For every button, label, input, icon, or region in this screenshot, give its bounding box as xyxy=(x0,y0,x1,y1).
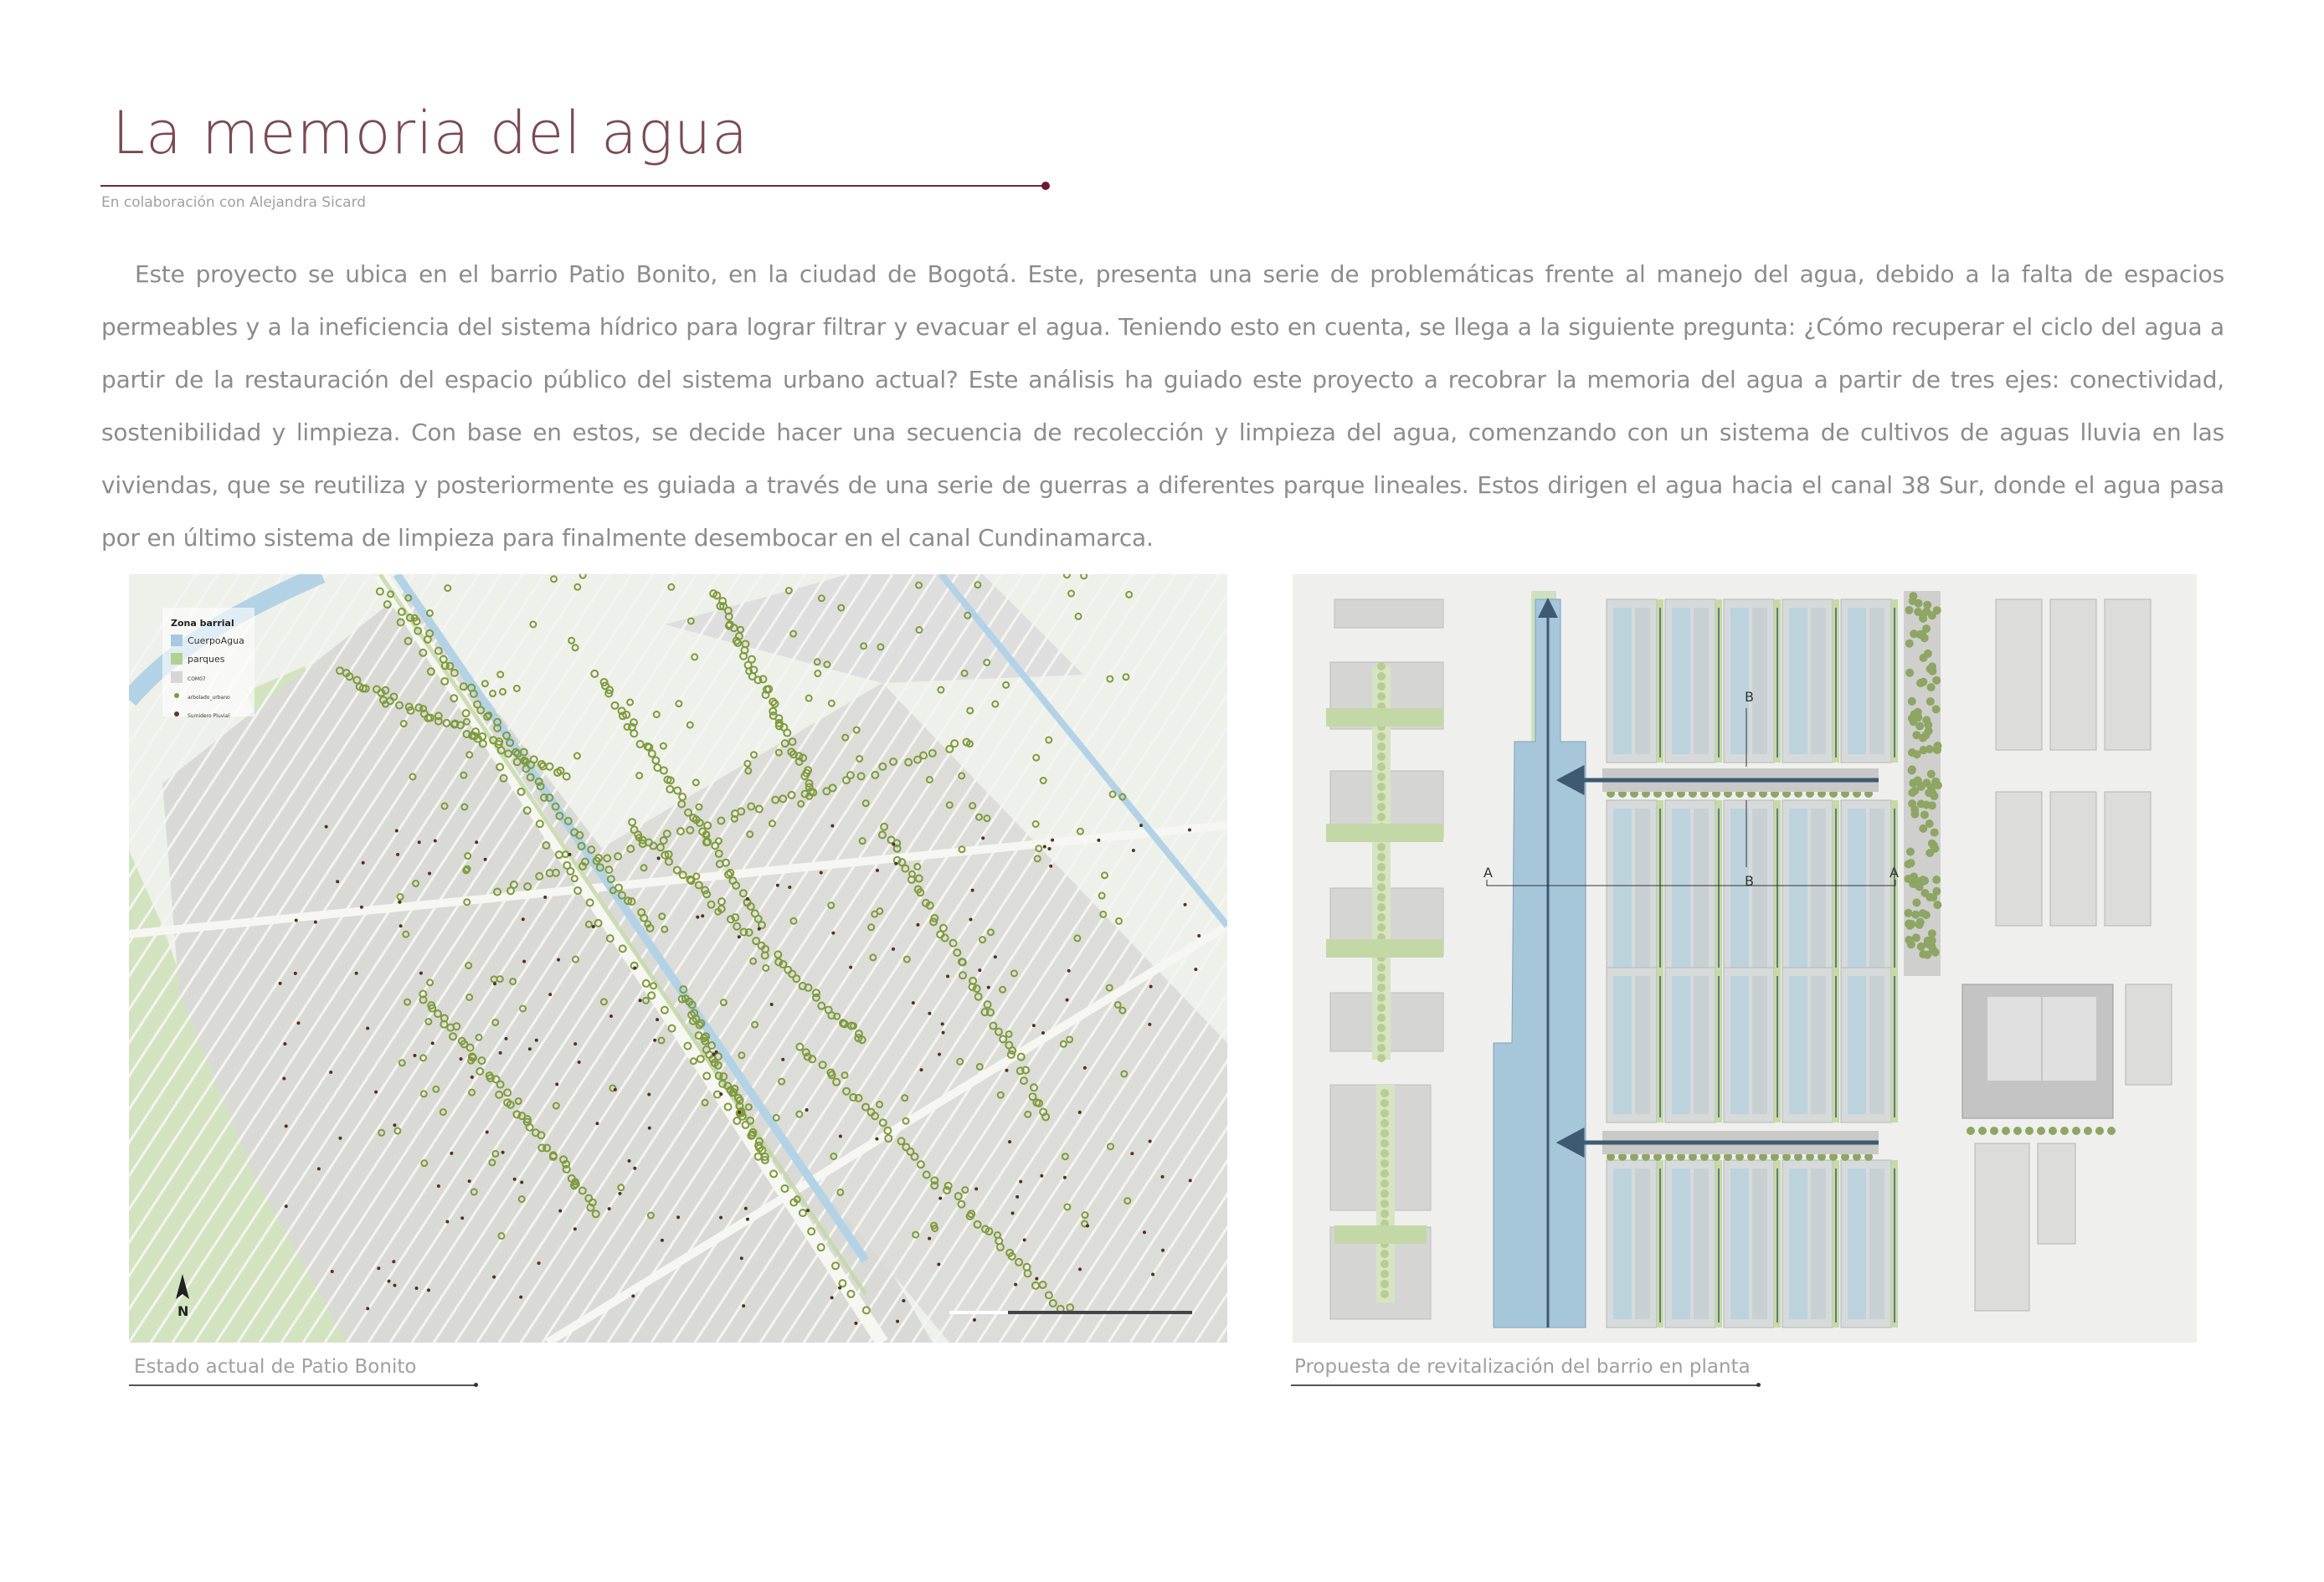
revitalization-plan xyxy=(1293,574,2197,1343)
left-caption-rule xyxy=(129,1384,477,1386)
left-figure-caption: Estado actual de Patio Bonito xyxy=(134,1356,417,1378)
page-title: La memoria del agua xyxy=(112,99,749,167)
title-underline-dot xyxy=(1041,182,1050,190)
legend-label: arbolado_urbano xyxy=(188,695,230,701)
legend-swatch xyxy=(174,693,179,698)
legend-title: Zona barrial xyxy=(171,618,234,629)
title-underline xyxy=(100,185,1046,187)
svg-text:A: A xyxy=(1890,865,1899,881)
legend-swatch xyxy=(171,653,183,665)
legend-label: Sumidero Pluvial xyxy=(188,713,230,719)
legend-label: COM07 xyxy=(188,676,206,682)
svg-text:N: N xyxy=(177,1303,189,1319)
legend-swatch xyxy=(171,634,183,646)
right-caption-rule xyxy=(1291,1384,1760,1386)
legend-label: parques xyxy=(188,654,225,665)
legend-swatch xyxy=(171,671,183,683)
right-caption-dot xyxy=(1756,1383,1761,1387)
current-state-map xyxy=(129,574,1227,1343)
legend-swatch xyxy=(174,711,179,717)
scale-bar-icon xyxy=(949,1311,1192,1314)
project-description: Este proyecto se ubica en el barrio Patio Bonito, en la ciudad de Bogotá. Este, presenta una serie de problemáticas frente al manejo del agua, debido a la falta de espacios permeables y a la ineficiencia del sistema hídrico para lograr filtrar y evacuar el agua. Teniendo esto en cuenta, se llega a la siguiente pregunta: ¿Cómo recuperar el ciclo del agua a partir de la restauración del espacio público del sistema urbano actual? Este análisis ha guiado este proyecto a recobrar la memoria del agua a partir de tres ejes: conectividad, sostenibilidad y limpieza. Con base en estos, se decide hacer una secuencia de recolección y limpieza del agua, comenzando con un sistema de cultivos de aguas lluvia en las viviendas, que se reutiliza y posteriormente es guiada a través de una serie de guerras a diferentes parque lineales. Estos dirigen el agua hacia el canal 38 Sur, donde el agua pasa por en último sistema de limpieza para finalmente desembocar en el canal Cundinamarca. xyxy=(101,260,2224,552)
svg-text:B: B xyxy=(1745,689,1754,705)
svg-text:A: A xyxy=(1483,865,1493,881)
svg-text:B: B xyxy=(1745,873,1754,889)
left-caption-dot xyxy=(474,1383,478,1387)
right-figure-caption: Propuesta de revitalización del barrio en planta xyxy=(1294,1356,1751,1378)
legend-label: CuerpoAgua xyxy=(188,635,244,646)
collaboration-credit: En colaboración con Alejandra Sicard xyxy=(101,194,367,211)
